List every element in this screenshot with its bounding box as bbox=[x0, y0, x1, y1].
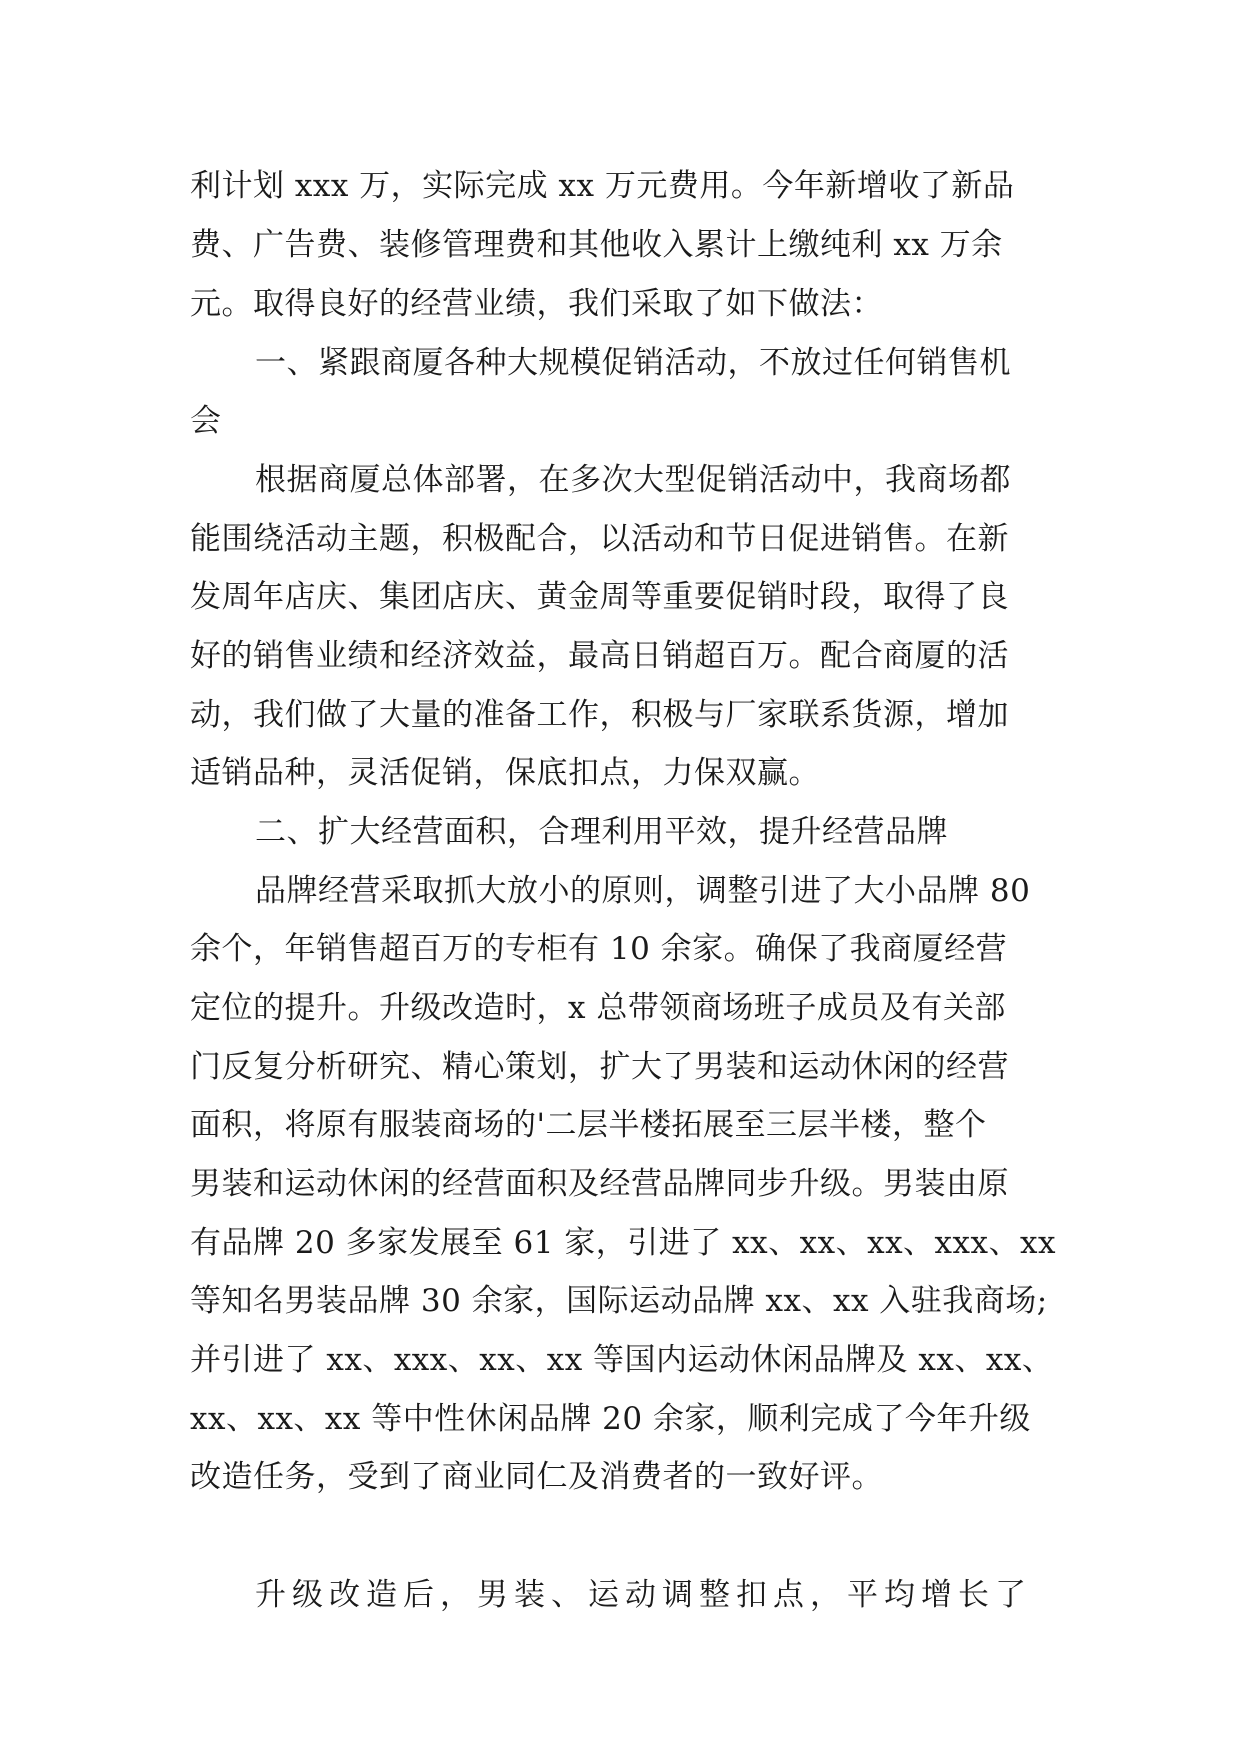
paragraph-line: 并引进了 xx、xxx、xx、xx 等国内运动休闲品牌及 xx、xx、 bbox=[190, 1342, 1054, 1378]
section-heading-1-continued: 会 bbox=[190, 403, 222, 439]
paragraph-line: 改造任务，受到了商业同仁及消费者的一致好评。 bbox=[190, 1459, 883, 1495]
paragraph-line: 品牌经营采取抓大放小的原则，调整引进了大小品牌 80 bbox=[255, 873, 1031, 909]
section-heading-1: 一、紧跟商厦各种大规模促销活动，不放过任何销售机 bbox=[255, 345, 1011, 381]
paragraph-line: 门反复分析研究、精心策划，扩大了男装和运动休闲的经营 bbox=[190, 1049, 1009, 1085]
paragraph-line: xx、xx、xx 等中性休闲品牌 20 余家，顺利完成了今年升级 bbox=[190, 1401, 1031, 1437]
paragraph-line: 费、广告费、装修管理费和其他收入累计上缴纯利 xx 万余 bbox=[190, 227, 1003, 263]
paragraph-line: 动，我们做了大量的准备工作，积极与厂家联系货源，增加 bbox=[190, 697, 1009, 733]
paragraph-line: 定位的提升。升级改造时，x 总带领商场班子成员及有关部 bbox=[190, 990, 1006, 1026]
section-heading-2: 二、扩大经营面积，合理利用平效，提升经营品牌 bbox=[255, 814, 948, 850]
paragraph-line: 余个，年销售超百万的专柜有 10 余家。确保了我商厦经营 bbox=[190, 931, 1008, 967]
paragraph-line: 利计划 xxx 万，实际完成 xx 万元费用。今年新增收了新品 bbox=[190, 168, 1015, 204]
paragraph-line: 等知名男装品牌 30 余家，国际运动品牌 xx、xx 入驻我商场; bbox=[190, 1283, 1048, 1319]
paragraph-line: 元。取得良好的经营业绩，我们采取了如下做法： bbox=[190, 286, 883, 322]
paragraph-line: 根据商厦总体部署，在多次大型促销活动中，我商场都 bbox=[255, 462, 1011, 498]
paragraph-line: 升级改造后，男装、运动调整扣点，平均增长了 bbox=[255, 1577, 1032, 1613]
paragraph-line: 发周年店庆、集团店庆、黄金周等重要促销时段，取得了良 bbox=[190, 579, 1009, 615]
paragraph-line: 男装和运动休闲的经营面积及经营品牌同步升级。男装由原 bbox=[190, 1166, 1009, 1202]
paragraph-line: 能围绕活动主题，积极配合，以活动和节日促进销售。在新 bbox=[190, 521, 1009, 557]
paragraph-line: 好的销售业绩和经济效益，最高日销超百万。配合商厦的活 bbox=[190, 638, 1009, 674]
paragraph-line: 适销品种，灵活促销，保底扣点，力保双赢。 bbox=[190, 755, 820, 791]
paragraph-line: 有品牌 20 多家发展至 61 家，引进了 xx、xx、xx、xxx、xx bbox=[190, 1225, 1056, 1261]
paragraph-line: 面积，将原有服装商场的'二层半楼拓展至三层半楼，整个 bbox=[190, 1107, 987, 1143]
